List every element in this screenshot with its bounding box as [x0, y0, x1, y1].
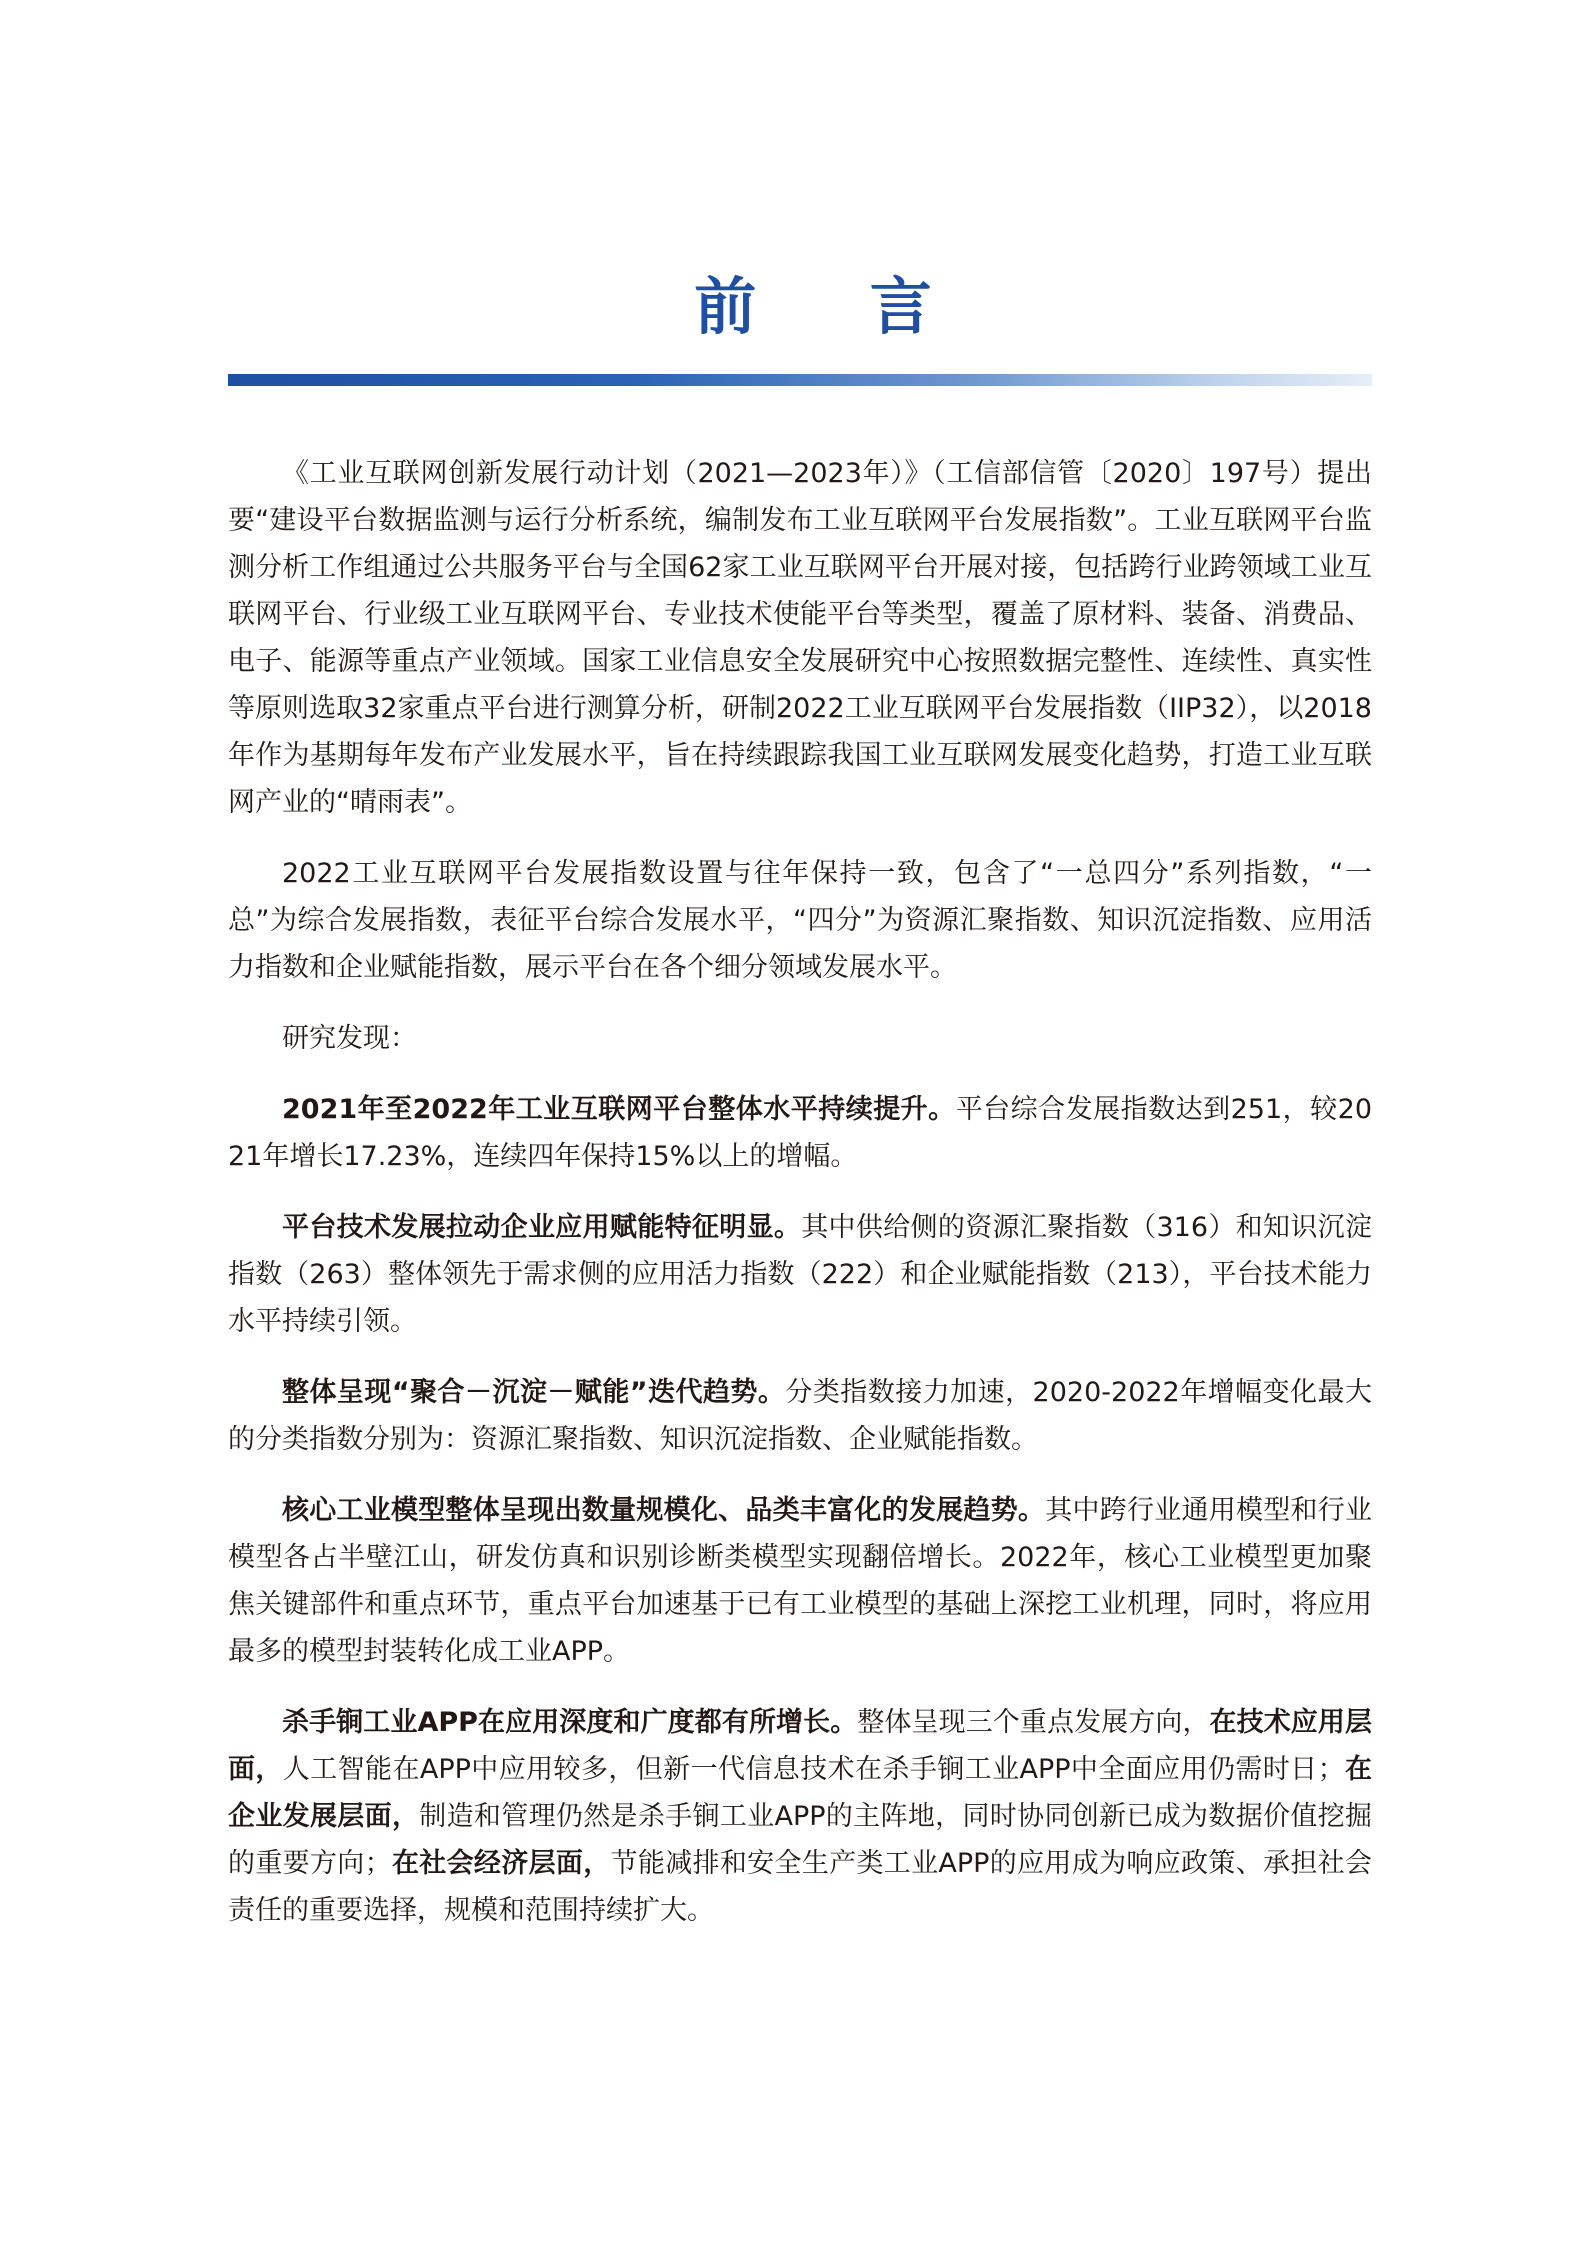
paragraph: [228, 850, 1372, 991]
paragraph-text: 整体呈现三个重点发展方向，: [857, 1707, 1210, 1738]
paragraph: [228, 450, 1372, 826]
paragraph-text: 《工业互联网创新发展行动计划（2021—2023年）》（工信部信管〔2020〕197号）提出要“建设平台数据监测与运行分析系统，编制发布工业互联网平台发展指数”。工业互联网平台监测分析工作组通过公共服务平台与全国62家工业互联网平台开展对接，包括跨行业跨领域工业互联网平台、行业级工业互联网平台、专业技术使能平台等类型，覆盖了原材料、装备、消费品、电子、能源等重点产业领域。国家工业信息安全发展研究中心按照数据完整性、连续性、真实性等原则选取32家重点平台进行测算分析，研制2022工业互联网平台发展指数（IIP32），以2018年作为基期每年发布产业发展水平，旨在持续跟踪我国工业互联网发展变化趋势，打造工业互联网产业的“晴雨表”。: [228, 458, 1372, 818]
paragraph-text: 分类指数接力加速，2020-2022年增幅变化最大的分类指数分别为：资源汇聚指数、知识沉淀指数、企业赋能指数。: [228, 1377, 1372, 1455]
emphasis-text: 在社会经济层面，: [391, 1848, 611, 1879]
paragraph-text: 研究发现：: [282, 1023, 417, 1054]
paragraph-text: 2022工业互联网平台发展指数设置与往年保持一致，包含了“一总四分”系列指数，“一总”为综合发展指数，表征平台综合发展水平，“四分”为资源汇聚指数、知识沉淀指数、应用活力指数和企业赋能指数，展示平台在各个细分领域发展水平。: [228, 858, 1372, 983]
emphasis-text: 在企业发展层面，: [228, 1754, 1373, 1832]
paragraph-text: 平台综合发展指数达到251，较2021年增长17.23%，连续四年保持15%以上的增幅。: [228, 1094, 1373, 1172]
finding-paragraph: [228, 1487, 1372, 1675]
paragraph-text: 节能减排和安全生产类工业APP的应用成为响应政策、承担社会责任的重要选择，规模和范围持续扩大。: [228, 1848, 1372, 1926]
title-underline-bar: [228, 374, 1372, 386]
finding-paragraph: [228, 1204, 1372, 1345]
finding-heading: 平台技术发展拉动企业应用赋能特征明显。: [282, 1212, 802, 1243]
paragraph-text: 其中跨行业通用模型和行业模型各占半壁江山，研发仿真和识别诊断类模型实现翻倍增长。2022年，核心工业模型更加聚焦关键部件和重点环节，重点平台加速基于已有工业模型的基础上深挖工业机理，同时，将应用最多的模型封装转化成工业APP。: [228, 1495, 1373, 1667]
finding-paragraph: [228, 1369, 1372, 1463]
emphasis-text: 在技术应用层面，: [228, 1707, 1372, 1785]
finding-heading: 核心工业模型整体呈现出数量规模化、品类丰富化的发展趋势。: [282, 1495, 1046, 1526]
preface-body: [228, 450, 1372, 1958]
paragraph-text: 制造和管理仍然是杀手锏工业APP的主阵地，同时协同创新已成为数据价值挖掘的重要方向；: [228, 1801, 1372, 1879]
finding-paragraph: [228, 1699, 1372, 1934]
paragraph: [228, 1015, 1372, 1062]
paragraph-text: 人工智能在APP中应用较多，但新一代信息技术在杀手锏工业APP中全面应用仍需时日；: [282, 1754, 1345, 1785]
page-title: 前 言: [694, 270, 978, 343]
paragraph-text: 其中供给侧的资源汇聚指数（316）和知识沉淀指数（263）整体领先于需求侧的应用活力指数（222）和企业赋能指数（213），平台技术能力水平持续引领。: [228, 1212, 1372, 1337]
finding-heading: 2021年至2022年工业互联网平台整体水平持续提升。: [282, 1094, 956, 1125]
finding-heading: 杀手锏工业APP在应用深度和广度都有所增长。: [282, 1707, 858, 1738]
finding-heading: 整体呈现“聚合－沉淀－赋能”迭代趋势。: [282, 1377, 786, 1408]
finding-paragraph: [228, 1086, 1372, 1180]
